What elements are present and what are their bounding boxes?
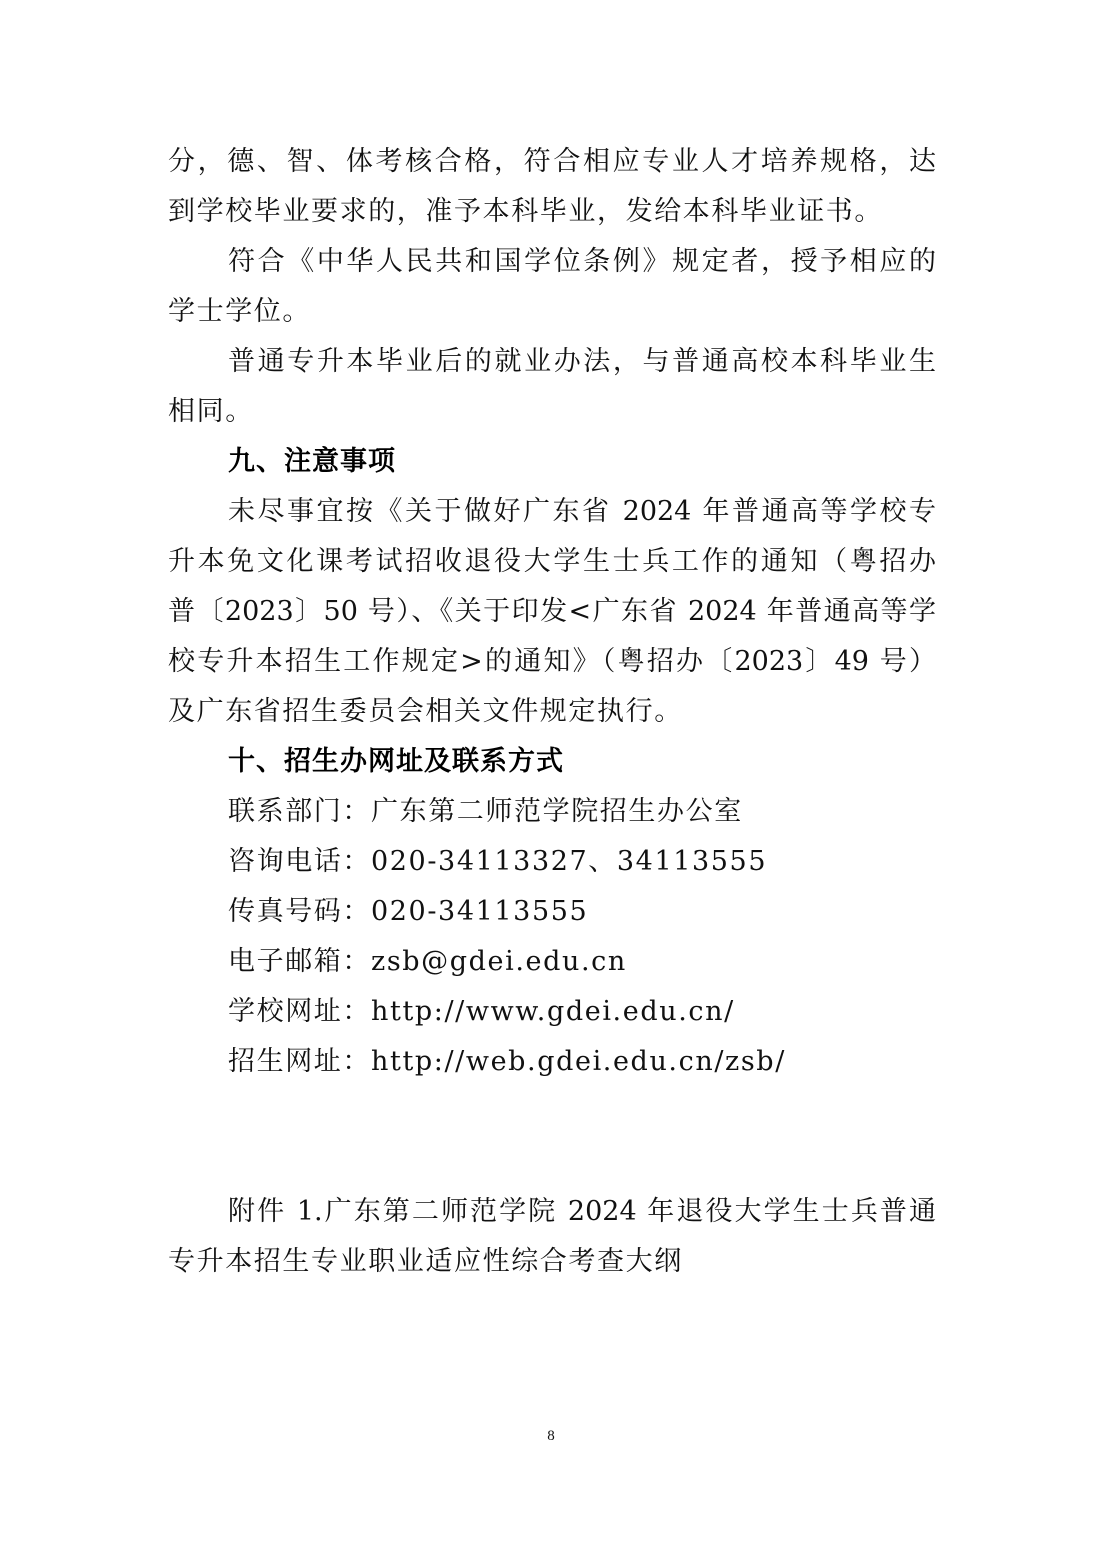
section-heading: 九、注意事项: [228, 446, 396, 477]
contact-label: 招生网址：: [228, 1046, 371, 1077]
paragraph-graduation: [168, 137, 936, 237]
page-content: [168, 137, 936, 1287]
text-line: 升本免文化课考试招收退役大学生士兵工作的通知（粤招办: [168, 546, 936, 577]
text-line: 附件 1.广东第二师范学院 2024 年退役大学生士兵普通: [228, 1196, 936, 1227]
page-number: 8: [547, 1428, 555, 1444]
text-line: 到学校毕业要求的，准予本科毕业，发给本科毕业证书。: [168, 196, 883, 227]
section-notes: [168, 437, 936, 737]
admissions-website-link[interactable]: http://web.gdei.edu.cn/zsb/: [371, 1046, 786, 1077]
contact-label: 联系部门：: [228, 796, 371, 827]
text-line: 及广东省招生委员会相关文件规定执行。: [168, 696, 683, 727]
text-line: 普〔2023〕50 号）、《关于印发<广东省 2024 年普通高等学: [168, 596, 936, 627]
contact-email: [168, 937, 936, 987]
text-line: 分，德、智、体考核合格，符合相应专业人才培养规格，达: [168, 146, 936, 177]
text-line: 学士学位。: [168, 296, 311, 327]
text-line: 符合《中华人民共和国学位条例》规定者，授予相应的: [228, 246, 936, 277]
contact-admissions-website: [168, 1037, 936, 1087]
contact-value: 广东第二师范学院招生办公室: [371, 796, 743, 827]
spacer: [168, 1087, 936, 1187]
contact-value: 020-34113327、34113555: [371, 846, 768, 877]
text-line: 普通专升本毕业后的就业办法，与普通高校本科毕业生: [228, 346, 936, 377]
contact-value: 020-34113555: [371, 896, 589, 927]
email-link[interactable]: zsb@gdei.edu.cn: [371, 946, 627, 977]
paragraph-employment: [168, 337, 936, 437]
attachment-note: [168, 1187, 936, 1287]
school-website-link[interactable]: http://www.gdei.edu.cn/: [371, 996, 735, 1027]
section-heading: 十、招生办网址及联系方式: [228, 746, 564, 777]
contact-department: [168, 787, 936, 837]
contact-school-website: [168, 987, 936, 1037]
text-line: 校专升本招生工作规定>的通知》（粤招办〔2023〕49 号）: [168, 646, 936, 677]
section-contact: [168, 737, 936, 1087]
text-line: 专升本招生专业职业适应性综合考查大纲: [168, 1246, 683, 1277]
contact-fax: [168, 887, 936, 937]
contact-label: 学校网址：: [228, 996, 371, 1027]
contact-label: 咨询电话：: [228, 846, 371, 877]
text-line: 相同。: [168, 396, 254, 427]
contact-label: 电子邮箱：: [228, 946, 371, 977]
paragraph-degree: [168, 237, 936, 337]
contact-label: 传真号码：: [228, 896, 371, 927]
text-line: 未尽事宜按《关于做好广东省 2024 年普通高等学校专: [228, 496, 936, 527]
contact-phone: [168, 837, 936, 887]
